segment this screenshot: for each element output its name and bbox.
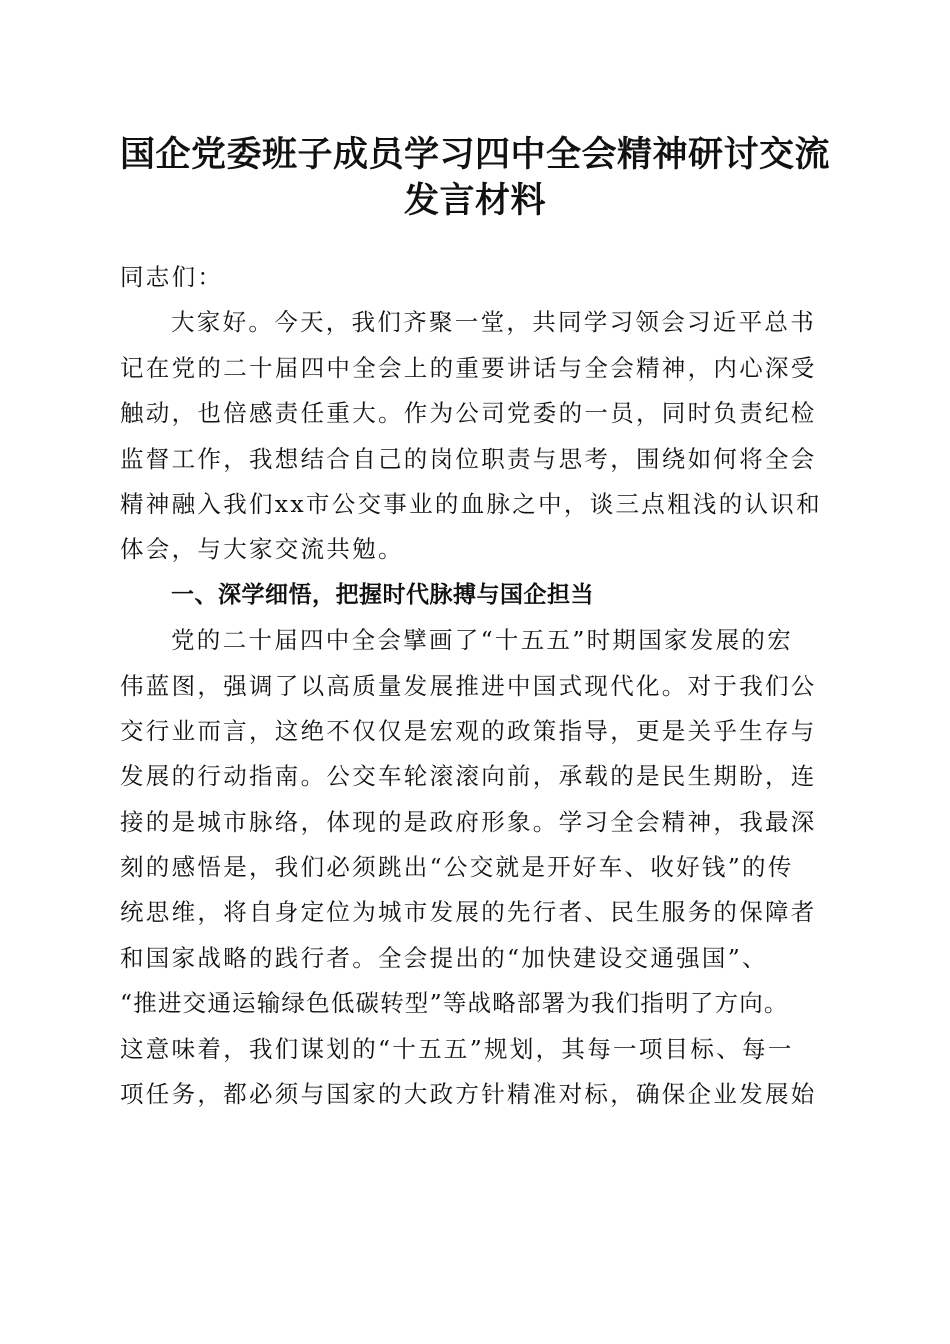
paragraph-2-line-9: “推进交通运输绿色低碳转型”等战略部署为我们指明了方向。 <box>120 989 789 1018</box>
paragraph-2-line-2: 伟蓝图，强调了以高质量发展推进中国式现代化。对于我们公 <box>120 671 817 700</box>
paragraph-1-line-6: 体会，与大家交流共勉。 <box>120 535 404 564</box>
paragraph-2-line-6: 刻的感悟是，我们必须跳出“公交就是开好车、收好钱”的传 <box>120 853 794 882</box>
paragraph-2-line-11: 项任务，都必须与国家的大政方针精准对标，确保企业发展始 <box>120 1080 817 1109</box>
paragraph-1-line-1: 大家好。今天，我们齐聚一堂，共同学习领会习近平总书 <box>171 308 816 337</box>
paragraph-2-line-8: 和国家战略的践行者。全会提出的“加快建设交通强国”、 <box>120 943 768 972</box>
paragraph-2-line-3: 交行业而言，这绝不仅仅是宏观的政策指导，更是关乎生存与 <box>120 716 817 745</box>
paragraph-1-line-4: 监督工作，我想结合自己的岗位职责与思考，围绕如何将全会 <box>120 444 817 473</box>
title-line-2: 发言材料 <box>403 180 546 221</box>
section-1-heading: 一、深学细悟，把握时代脉搏与国企担当 <box>171 581 594 608</box>
document-body <box>120 255 832 1117</box>
title-line-1: 国企党委班子成员学习四中全会精神研讨交流 <box>119 134 830 175</box>
paragraph-2-line-7: 统思维，将自身定位为城市发展的先行者、民生服务的保障者 <box>120 898 817 927</box>
document-title <box>110 132 840 224</box>
paragraph-2-line-10: 这意味着，我们谋划的“十五五”规划，其每一项目标、每一 <box>120 1034 794 1063</box>
paragraph-1-line-2: 记在党的二十届四中全会上的重要讲话与全会精神，内心深受 <box>120 353 817 382</box>
paragraph-2-line-5: 接的是城市脉络，体现的是政府形象。学习全会精神，我最深 <box>120 807 817 836</box>
paragraph-2-line-4: 发展的行动指南。公交车轮滚滚向前，承载的是民生期盼，连 <box>120 762 817 791</box>
salutation: 同志们： <box>120 263 224 291</box>
paragraph-1-line-5: 精神融入我们xx市公交事业的血脉之中，谈三点粗浅的认识和 <box>120 489 822 518</box>
paragraph-2-line-1: 党的二十届四中全会擘画了“十五五”时期国家发展的宏 <box>171 626 794 655</box>
paragraph-1-line-3: 触动，也倍感责任重大。作为公司党委的一员，同时负责纪检 <box>120 399 817 428</box>
